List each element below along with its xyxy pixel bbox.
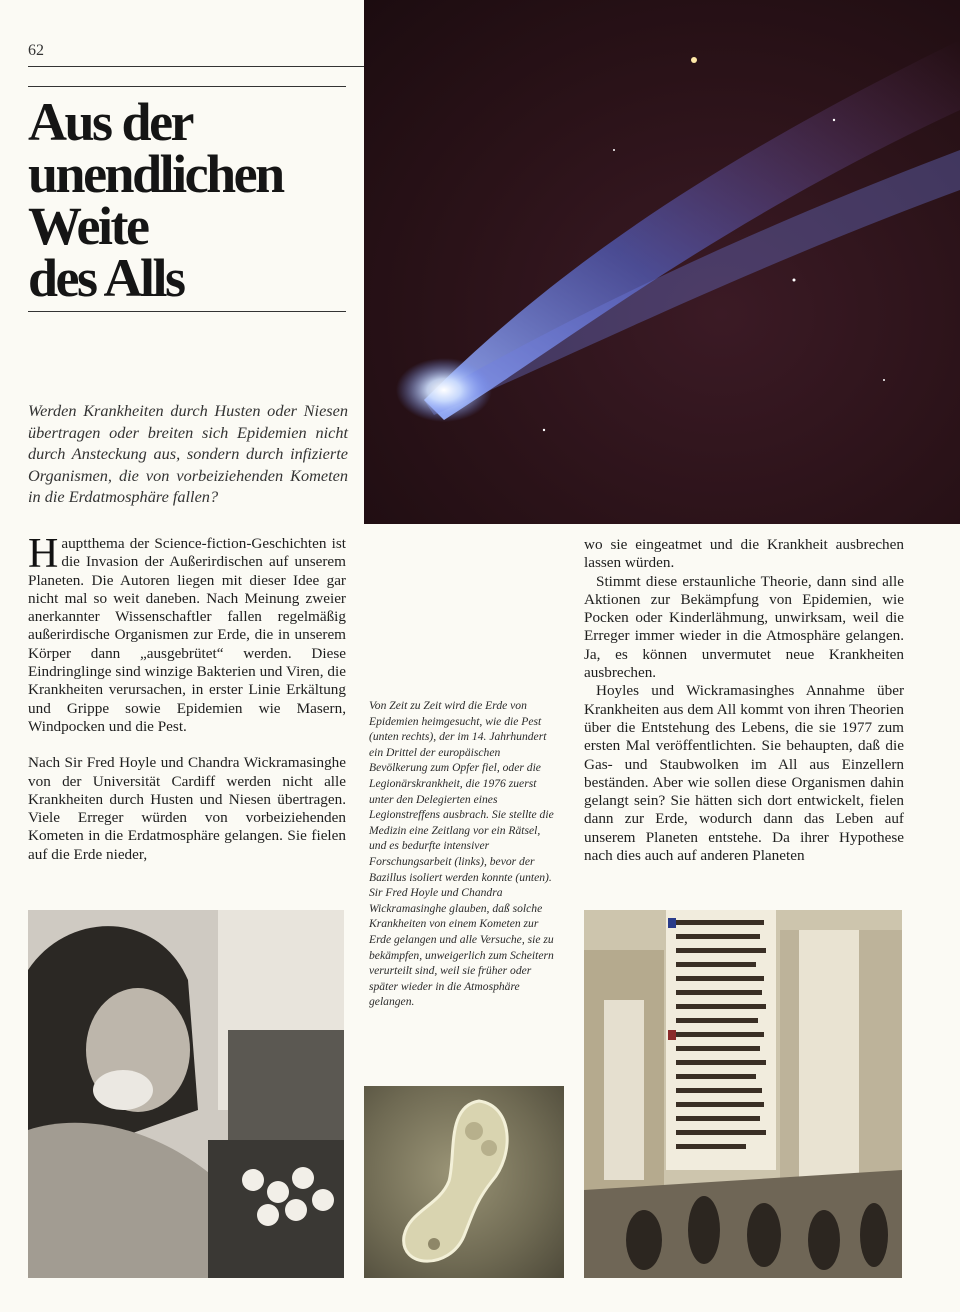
title-line: unendlichen: [28, 144, 283, 204]
title-line: des Alls: [28, 248, 184, 308]
body-text: auptthema der Science-fiction-Geschichten ist die Invasion der Außerirdischen auf unserem Planeten. Die Autoren liegen mit dieser Idee gar nicht mal so weit daneben. Nach Meinung zweier anerkannter Wissenschaftler fallen regelmäßig außerirdische Organismen zur Erde, die in unserem Körper dann „ausgebrütet“ werden. Diese Eindringlinge sind winzige Bakterien und Viren, die Krankheiten verursachen, in erster Linie Erkältung und Grippe sowie Epidemien wie Masern, Windpocken und die Pest.: [28, 535, 346, 735]
body-column-right: [584, 536, 904, 865]
title-rule-bottom: [28, 311, 346, 312]
article-title: [28, 92, 358, 308]
plague-manuscript-image: [584, 910, 902, 1278]
drop-cap: H: [28, 531, 59, 577]
bacillus-illustration: [364, 1086, 564, 1278]
comet-photo: [364, 0, 960, 524]
lead-paragraph: Werden Krankheiten durch Husten oder Niesen übertragen oder breiten sich Epidemien nicht durch Ansteckung aus, sondern durch infizierte Organismen, die von vorbeiziehenden Kometen in die Erdatmosphäre fallen?: [28, 401, 348, 506]
manuscript-illustration: [584, 910, 902, 1278]
bacillus-micrograph: [364, 1086, 564, 1278]
title-rule-top: [28, 86, 346, 87]
title-line: Weite: [28, 196, 148, 256]
comet-illustration: [364, 0, 960, 524]
body-paragraph: Stimmt diese erstaunliche Theorie, dann sind alle Aktionen zur Bekämpfung von Epidemien, wie Pocken oder Kinderlähmung, unwirksam, weil die Erreger immer wieder in die Atmosphäre gelangen. Ja, es können unvermutet neue Krankheiten ausbrechen.: [584, 572, 904, 682]
lab-research-photo: [28, 910, 344, 1278]
body-paragraph: [28, 531, 346, 736]
header-rule: [28, 66, 364, 67]
lab-scene-illustration: [28, 910, 344, 1278]
image-caption: Von Zeit zu Zeit wird die Erde von Epidemien heimgesucht, wie die Pest (unten rechts), der im 14. Jahrhundert ein Drittel der europäischen Bevölkerung zum Opfer fiel, oder die Legionärskrankheit, die 1976 zuerst unter den Delegierten eines Legionstreffens ausbrach. Sie stellte die Medizin eine Zeitlang vor ein Rätsel, und es bedurfte intensiver Forschungsarbeit (links), bevor der Bazillus isoliert werden konnte (unten). Sir Fred Hoyle und Chandra Wickramasinghe glauben, daß solche Krankheiten von einem Kometen zur Erde gelangen und alle Versuche, sie zu bekämpfen, unweigerlich zum Scheitern verurteilt sind, weil sie früher oder später wieder in die Atmosphäre gelangen.: [369, 699, 554, 1009]
page-number: 62: [28, 42, 44, 59]
body-paragraph: Nach Sir Fred Hoyle und Chandra Wickramasinghe von der Universität Cardiff werden nicht alle Krankheiten durch Husten und Niesen übertragen. Viele Erreger würden von vorbeiziehenden Kometen in die Erdatmosphäre gelangen. Sie fielen auf die Erde nieder,: [28, 754, 346, 863]
title-line: Aus der: [28, 92, 193, 152]
body-paragraph: wo sie eingeatmet und die Krankheit ausbrechen lassen würden.: [584, 536, 904, 572]
body-paragraph: Hoyles und Wickramasinghes Annahme über Krankheiten aus dem All kommt von ihren Theorien über die Entstehung des Lebens, die sie 1977 zum ersten Mal veröffentlichten. Sie behaupten, daß die Gas- und Staubwolken im All aus Einzellern beständen. Aber wie sollen diese Organismen dahin gelangt sein? Sie hätten sich dort entwickelt, fielen dann zur Erde, wodurch dann das Leben auf unserem Planeten entstehe. Da ihrer Hypothese nach dies auch auf anderen Planeten: [584, 682, 904, 865]
body-column-left: [28, 531, 346, 864]
